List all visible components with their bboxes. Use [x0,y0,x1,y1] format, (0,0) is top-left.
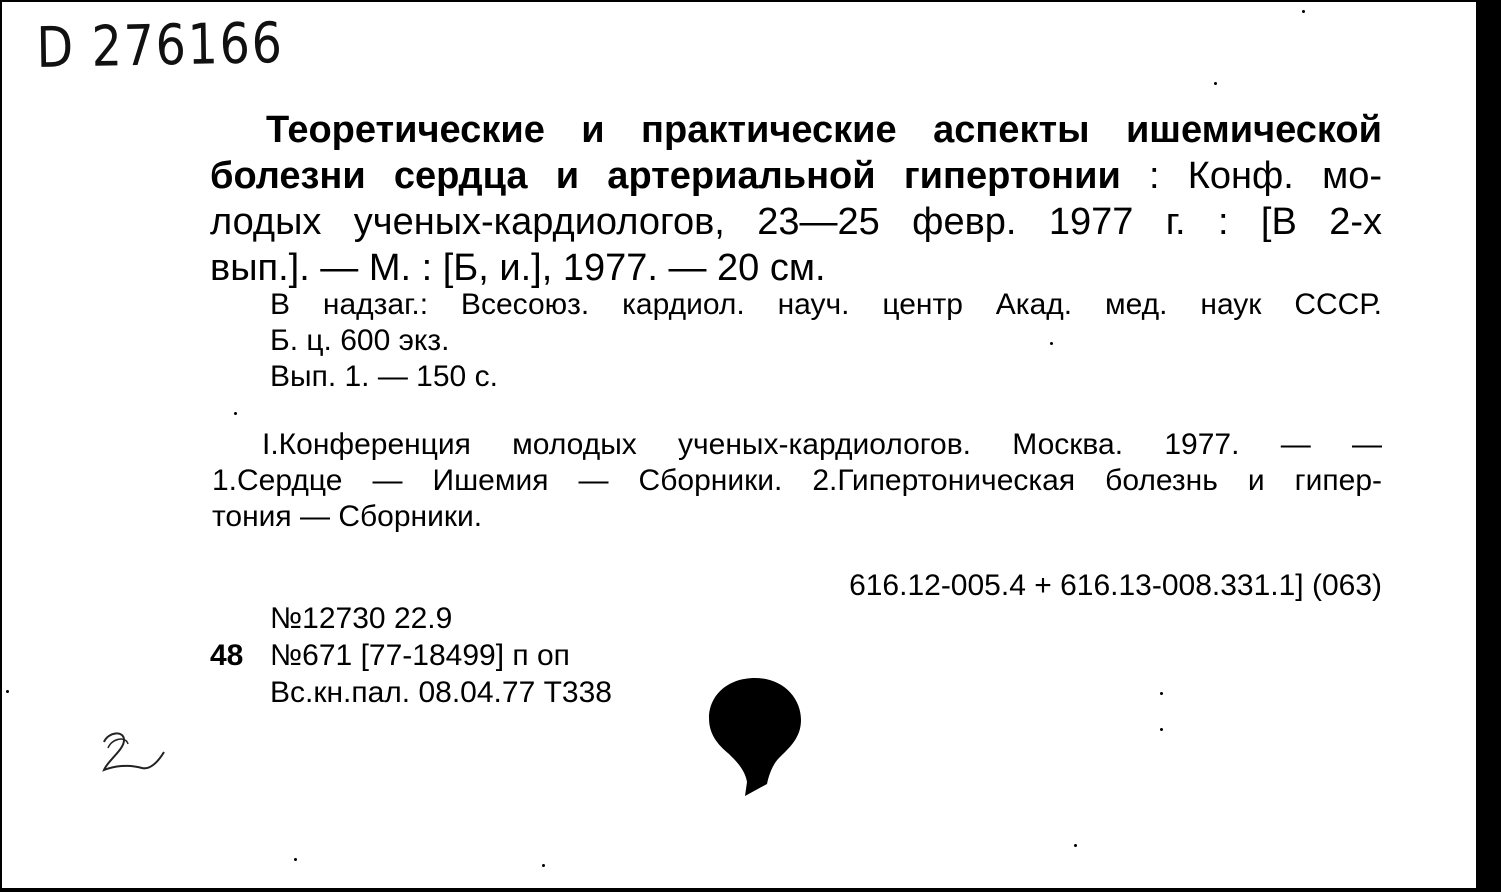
title-line-2-rest: : Конф. мо- [1120,155,1382,197]
speck [1050,342,1053,345]
punch-hole-icon [707,674,803,796]
registry-line-2 [210,637,612,674]
registry-block [210,600,612,711]
speck [1302,10,1305,13]
subjects-block [212,427,1382,535]
speck [294,858,297,861]
catalog-card [2,2,1476,888]
notes-line-2: Б. ц. 600 экз. [270,324,450,357]
speck [542,864,545,867]
notes-line-3: Вып. 1. — 150 с. [270,360,498,393]
title-line-2 [210,153,1382,199]
notes-line-1: В надзаг.: Всесоюз. кардиол. науч. центр Акад. мед. наук СССР. [270,288,1382,321]
notes-block [270,287,1382,395]
speck [6,690,9,693]
handwritten-mark-icon [98,728,170,782]
title-line-3: лодых ученых-кардиологов, 23—25 февр. 1977 г. : [В 2-х [210,201,1382,243]
title-line-2-bold: болезни сердца и артериальной гипертонии [210,155,1121,197]
scan-border [1476,0,1501,892]
registry-line-3 [210,674,612,711]
subjects-line-1: I.Конференция молодых ученых-кардиологов. Москва. 1977. — — [262,428,1382,461]
registry-line-1 [210,600,612,637]
handwritten-call-number: D 276166 [36,10,285,81]
subjects-line-3: тония — Сборники. [212,500,483,533]
title-block [210,107,1382,291]
title-line-1: Теоретические и практические аспекты ишемической [266,109,1382,151]
speck [1074,844,1077,847]
speck [234,412,237,415]
registry-line-2-number: 48 [210,639,244,672]
title-line-4: вып.]. — М. : [Б, и.], 1977. — 20 см. [210,247,826,289]
speck [1214,82,1217,85]
registry-line-1-text: №12730 22.9 [270,602,453,635]
speck [1160,692,1163,695]
udc-code: 616.12-005.4 + 616.13-008.331.1] (063) [849,569,1382,602]
registry-line-2-text: №671 [77-18499] п оп [270,639,570,672]
registry-line-3-text: Вс.кн.пал. 08.04.77 Т338 [270,676,612,709]
subjects-line-2: 1.Сердце — Ишемия — Сборники. 2.Гипертоническая болезнь и гипер- [212,464,1382,497]
speck [1160,728,1163,731]
